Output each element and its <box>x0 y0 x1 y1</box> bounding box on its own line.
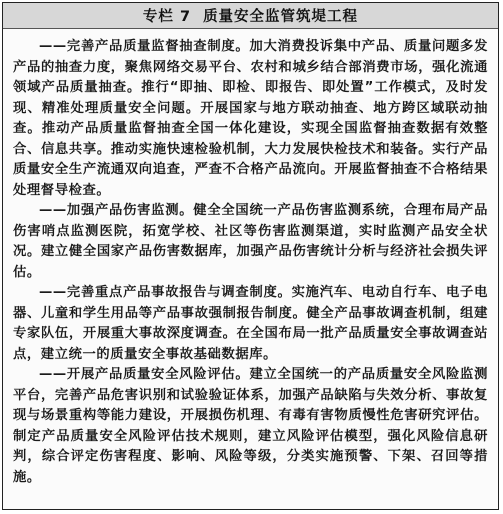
paragraph-text: ——开展产品质量安全风险评估。建立全国统一的产品质量安全风险监测平台，完善产品危害识别和试验验证体系，加强产品缺陷与失效分析、事故复现与场景重构等能力建设，开展损伤机理、有毒有害物质慢性危害研究评估。制定产品质量安全风险评估技术规则，建立风险评估模型，强化风险信息研判，综合评定伤害程度、影响、风险等级，分类实施预警、下架、召回等措施。 <box>13 367 488 485</box>
paragraph-text: ——加强产品伤害监测。健全全国统一产品伤害监测系统，合理布局产品伤害哨点监测医院，拓宽学校、社区等伤害监测渠道，实时监测产品安全状况。建立健全国家产品伤害数据库，加强产品伤害统计分析与经济社会损失评估。 <box>13 203 488 280</box>
paragraph-accident-reporting <box>13 283 488 365</box>
box-content <box>3 29 498 488</box>
box-title: 质量安全监管筑堤工程 <box>203 9 359 25</box>
sidebar-box <box>2 2 499 510</box>
paragraph-quality-inspection <box>13 37 488 201</box>
box-header <box>3 3 498 29</box>
paragraph-text: ——完善产品质量监督抽查制度。加大消费投诉集中产品、质量问题多发产品的抽查力度，聚焦网络交易平台、农村和城乡结合部消费市场，强化流通领域产品质量抽查。推行“即抽、即检、即报告、即处置”工作模式，及时发现、精准处理质量安全问题。开展国家与地方联动抽查、地方跨区域联动抽查。推动产品质量监督抽查全国一体化建设，实现全国监督抽查数据有效整合、信息共享。推动实施快速检验机制，大力发展快检技术和装备。实行产品质量安全生产流通双向追查，严查不合格产品流向。开展监督抽查不合格结果处理督导检查。 <box>13 39 488 198</box>
paragraph-risk-assessment <box>13 365 488 488</box>
paragraph-injury-monitoring <box>13 201 488 283</box>
paragraph-text: ——完善重点产品事故报告与调查制度。实施汽车、电动自行车、电子电器、儿童和学生用品等产品事故强制报告制度。健全产品事故调查机制，组建专家队伍，开展重大事故深度调查。在全国布局一批产品质量安全事故调查站点，建立统一的质量安全事故基础数据库。 <box>13 285 488 362</box>
column-label: 专栏 7 <box>142 9 192 25</box>
